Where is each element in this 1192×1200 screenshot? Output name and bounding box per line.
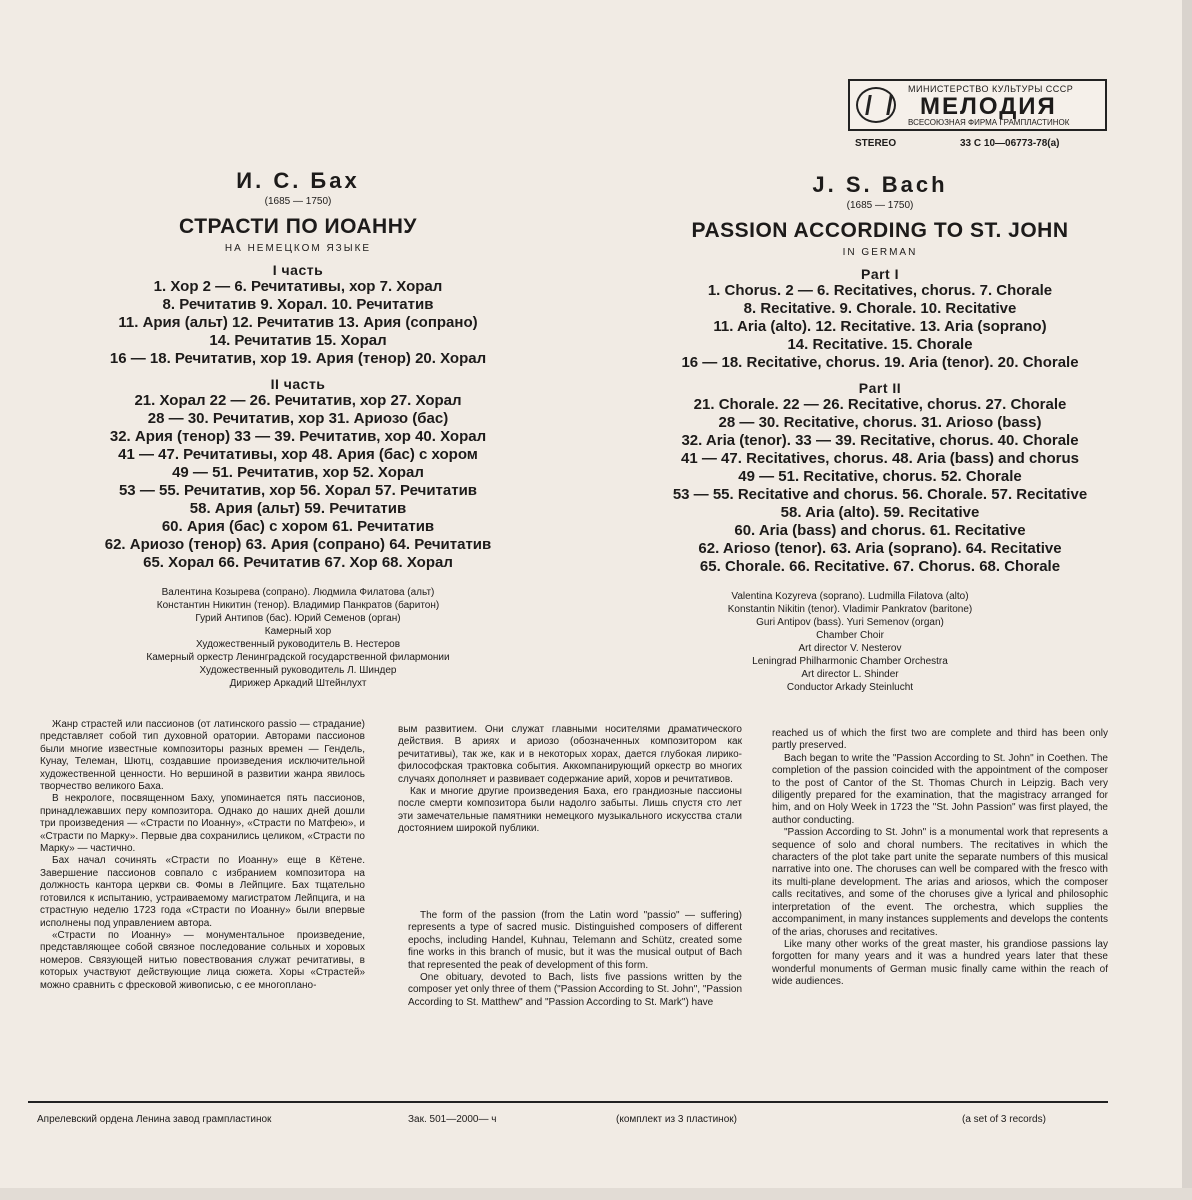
sleeve-edge-bottom xyxy=(0,1188,1192,1200)
composer-name-ru: И. С. Бах xyxy=(236,168,360,193)
tracklist-part1-en xyxy=(600,282,1160,372)
tracklist-part2-ru xyxy=(20,392,576,572)
essay-paragraph: reached us of which the first two are complete and third has been only partly preserved. xyxy=(772,728,1108,752)
performer-line: Константин Никитин (тенор). Владимир Панкратов (баритон) xyxy=(156,600,440,611)
list-item: 21. Chorale. 22 — 26. Recitative, chorus. 27. Chorale xyxy=(693,396,1067,413)
tracklist-part1-ru xyxy=(20,278,576,368)
logo-ministry-text: МИНИСТЕРСТВО КУЛЬТУРЫ СССР xyxy=(908,84,1074,94)
list-item: 65. Хорал 66. Речитатив 67. Хор 68. Хорал xyxy=(143,554,453,571)
tracklist-part2-en xyxy=(600,396,1160,576)
essay-paragraph: "Passion According to St. John" is a monumental work that represents a sequence of solo and choral numbers. The recitatives in which the characters of the plot take part unite the separate numbers of this musical narrative into one. The choruses can well be compared with the fresco with its multi-plane development. The arias and ariosos, which the composer calls recitatives, and some of the choruses give a lyrical and philosophic interpretation of the event. The orchestra, which supplies the accompaniment, in many instances supplements and develops the contents of the arias, choruses and recitatives. xyxy=(772,827,1108,938)
stereo-label: STEREO xyxy=(855,138,897,149)
performer-line: Камерный оркестр Ленинградской государственной филармонии xyxy=(146,652,450,663)
performer-line: Chamber Choir xyxy=(816,630,884,641)
list-item: 62. Ариозо (тенор) 63. Ария (сопрано) 64. Речитатив xyxy=(104,536,492,553)
list-item: 14. Речитатив 15. Хорал xyxy=(209,332,387,349)
footer-order: Зак. 501—2000— ч xyxy=(408,1114,497,1125)
performer-line: Камерный хор xyxy=(264,626,332,637)
part-heading-en: Part I xyxy=(860,266,899,282)
footer-plant: Апрелевский ордена Ленина завод грампластинок xyxy=(37,1114,272,1125)
list-item: 11. Aria (alto). 12. Recitative. 13. Aria (soprano) xyxy=(713,318,1047,335)
essay-paragraph: Bach began to write the "Passion According to St. John" in Coethen. The completion of the passion coincided with the appointment of the composer to the post of Cantor of the St. Thomas Church in Leipzig. Bach very diligently prepared for the examination, that the magistracy arranged for him, and on Holy Week in 1723 the "St. John Passion" was first played, the author conducting. xyxy=(772,752,1108,826)
list-item: 11. Ария (альт) 12. Речитатив 13. Ария (сопрано) xyxy=(118,314,478,331)
performer-line: Konstantin Nikitin (tenor). Vladimir Pankratov (baritone) xyxy=(727,604,973,615)
performers-en xyxy=(540,590,1160,694)
essay-paragraph: Как и многие другие произведения Баха, его грандиозные пассионы после смерти композитора были надолго забыты. Лишь спустя сто лет эти замечательные памятники немецкого музыкального искусства стали достоянием широкой публики. xyxy=(398,786,742,835)
russian-credits xyxy=(20,168,576,690)
list-item: 21. Хорал 22 — 26. Речитатив, хор 27. Хорал xyxy=(134,392,462,409)
part-heading-ru: II часть xyxy=(270,376,326,392)
list-item: 58. Ария (альт) 59. Речитатив xyxy=(189,500,407,517)
logo-brand-text: МЕЛОДИЯ xyxy=(920,93,1057,120)
performer-line: Валентина Козырева (сопрано). Людмила Филатова (альт) xyxy=(161,587,435,598)
list-item: 53 — 55. Речитатив, хор 56. Хорал 57. Речитатив xyxy=(118,482,478,499)
essay-paragraph: One obituary, devoted to Bach, lists five passions written by the composer yet only three of them ("Passion According to St. John", "Passion According to St. Matthew" and "Passion According to St. Mark") have xyxy=(408,972,742,1008)
list-item: 65. Chorale. 66. Recitative. 67. Chorus. 68. Chorale xyxy=(699,558,1061,575)
list-item: 28 — 30. Recitative, chorus. 31. Arioso (bass) xyxy=(718,414,1042,431)
list-item: 16 — 18. Речитатив, хор 19. Ария (тенор) 20. Хорал xyxy=(109,350,487,367)
essay-paragraph: В некрологе, посвященном Баху, упоминается пять пассионов, принадлежавших перу композитора. Однако до наших дней дошли три произведения — «Страсти по Иоанну», «Страсти по Матфею», и «Страсти по Марку». Первые два сохранились целиком, «Страсти по Марку» — частично. xyxy=(40,793,365,855)
language-note-en: IN GERMAN xyxy=(842,247,918,258)
list-item: 32. Ария (тенор) 33 — 39. Речитатив, хор 40. Хорал xyxy=(109,428,487,445)
essay-en-column-1 xyxy=(408,910,742,1009)
composer-years-en: (1685 — 1750) xyxy=(846,200,914,211)
list-item: 60. Ария (бас) с хором 61. Речитатив xyxy=(161,518,435,535)
list-item: 16 — 18. Recitative, chorus. 19. Aria (tenor). 20. Chorale xyxy=(681,354,1079,371)
composer-name-en: J. S. Bach xyxy=(812,172,948,197)
essay-paragraph: The form of the passion (from the Latin word "passio" — suffering) represents a type of sacred music. Distinguished composers of different epochs, including Handel, Kuhnau, Telemann and Schütz, created some fine works in this branch of music, but it was the musical output of Bach that represented the peak of development of this form. xyxy=(408,910,742,971)
list-item: 49 — 51. Речитатив, хор 52. Хорал xyxy=(172,464,424,481)
list-item: 62. Arioso (tenor). 63. Aria (soprano). 64. Recitative xyxy=(698,540,1062,557)
performer-line: Художественный руководитель В. Нестеров xyxy=(195,639,401,650)
list-item: 41 — 47. Речитативы, хор 48. Ария (бас) с хором xyxy=(118,446,478,463)
work-title-ru: СТРАСТИ ПО ИОАННУ xyxy=(179,215,417,238)
essay-paragraph: вым развитием. Они служат главными носителями драматического действия. В ариях и ариозо (обозначенных композитором как речитативы), так же, как и в некоторых хорах, дается глубокая лирико-философская трактовка события. Аккомпанирующий оркестр во многих случаях дополняет и развивает содержание арий, хоров и речитативов. xyxy=(398,724,742,785)
sleeve-edge-right xyxy=(1182,0,1192,1200)
melodiya-logo xyxy=(848,79,1107,131)
performer-line: Art director V. Nesterov xyxy=(798,643,902,654)
performer-line: Guri Antipov (bass). Yuri Semenov (organ) xyxy=(756,617,944,628)
part-heading-ru: I часть xyxy=(272,262,324,278)
part-heading-en: Part II xyxy=(858,380,902,396)
work-title-en: PASSION ACCORDING TO ST. JOHN xyxy=(691,219,1069,242)
essay-paragraph: Жанр страстей или пассионов (от латинского passio — страдание) представляет собой тип духовной оратории. Авторами пассионов были многие известные композиторы разных времен — Гендель, Кунау, Телеман, Шютц, создавшие произведения исключительной художественной ценности. Но вершиной в развитии жанра явилось творчество великого Баха. xyxy=(40,719,365,793)
list-item: 60. Aria (bass) and chorus. 61. Recitative xyxy=(734,522,1026,539)
footer-set-ru: (комплект из 3 пластинок) xyxy=(616,1114,737,1125)
list-item: 1. Хор 2 — 6. Речитативы, хор 7. Хорал xyxy=(153,278,443,295)
list-item: 58. Aria (alto). 59. Recitative xyxy=(780,504,980,521)
performer-line: Дирижер Аркадий Штейнлухт xyxy=(229,678,367,689)
essay-ru-column-2 xyxy=(398,724,742,836)
catalog-number: 33 С 10—06773-78(a) xyxy=(960,138,1060,149)
performer-line: Conductor Arkady Steinlucht xyxy=(786,682,914,693)
performer-line: Art director L. Shinder xyxy=(801,669,899,680)
english-credits xyxy=(600,172,1160,694)
list-item: 41 — 47. Recitatives, chorus. 48. Aria (bass) and chorus xyxy=(681,450,1079,467)
language-note-ru: НА НЕМЕЦКОМ ЯЗЫКЕ xyxy=(224,243,372,254)
logo-subtitle-text: ВСЕСОЮЗНАЯ ФИРМА ГРАМПЛАСТИНОК xyxy=(908,118,1070,127)
essay-ru-column-1 xyxy=(40,719,365,992)
performer-line: Художественный руководитель Л. Шиндер xyxy=(199,665,397,676)
melodiya-emblem-icon xyxy=(856,87,896,123)
list-item: 49 — 51. Recitative, chorus. 52. Chorale xyxy=(738,468,1022,485)
list-item: 14. Recitative. 15. Chorale xyxy=(787,336,973,353)
performers-ru xyxy=(20,586,576,690)
essay-paragraph: Бах начал сочинять «Страсти по Иоанну» еще в Кётене. Завершение пассионов совпало с избранием композитора на должность кантора церкви св. Фомы в Лейпциге. Бах тщательно готовился к испытанию, устраиваемому магистратом Лейпцига, и на страстную неделю 1723 года «Страсти по Иоанну» были впервые исполнены под управлением автора. xyxy=(40,855,365,929)
performer-line: Гурий Антипов (бас). Юрий Семенов (орган) xyxy=(195,613,401,624)
list-item: 53 — 55. Recitative and chorus. 56. Chorale. 57. Recitative xyxy=(672,486,1088,503)
list-item: 32. Aria (tenor). 33 — 39. Recitative, chorus. 40. Chorale xyxy=(681,432,1079,449)
list-item: 8. Recitative. 9. Chorale. 10. Recitative xyxy=(743,300,1017,317)
footer-set-en: (a set of 3 records) xyxy=(962,1114,1046,1125)
footer-divider xyxy=(28,1101,1108,1103)
list-item: 28 — 30. Речитатив, хор 31. Ариозо (бас) xyxy=(147,410,449,427)
performer-line: Leningrad Philharmonic Chamber Orchestra xyxy=(752,656,948,667)
list-item: 8. Речитатив 9. Хорал. 10. Речитатив xyxy=(162,296,434,313)
list-item: 1. Chorus. 2 — 6. Recitatives, chorus. 7. Chorale xyxy=(707,282,1053,299)
essay-paragraph: «Страсти по Иоанну» — монументальное произведение, представляющее собой связное последование сольных и хоровых номеров. Связующей нитью повествования служат речитативы, в которых участвуют действующие лица сюжета. Хоры «Страстей» можно сравнить с фресковой живописью, с ее многоплано- xyxy=(40,929,365,991)
essay-paragraph: Like many other works of the great master, his grandiose passions lay forgotten for many years and it was a hundred years later that these wonderful monuments of German music finally came within the reach of wide audiences. xyxy=(772,938,1108,988)
composer-years-ru: (1685 — 1750) xyxy=(264,196,332,207)
essay-en-column-2 xyxy=(772,728,1108,989)
performer-line: Valentina Kozyreva (soprano). Ludmilla Filatova (alto) xyxy=(731,591,969,602)
